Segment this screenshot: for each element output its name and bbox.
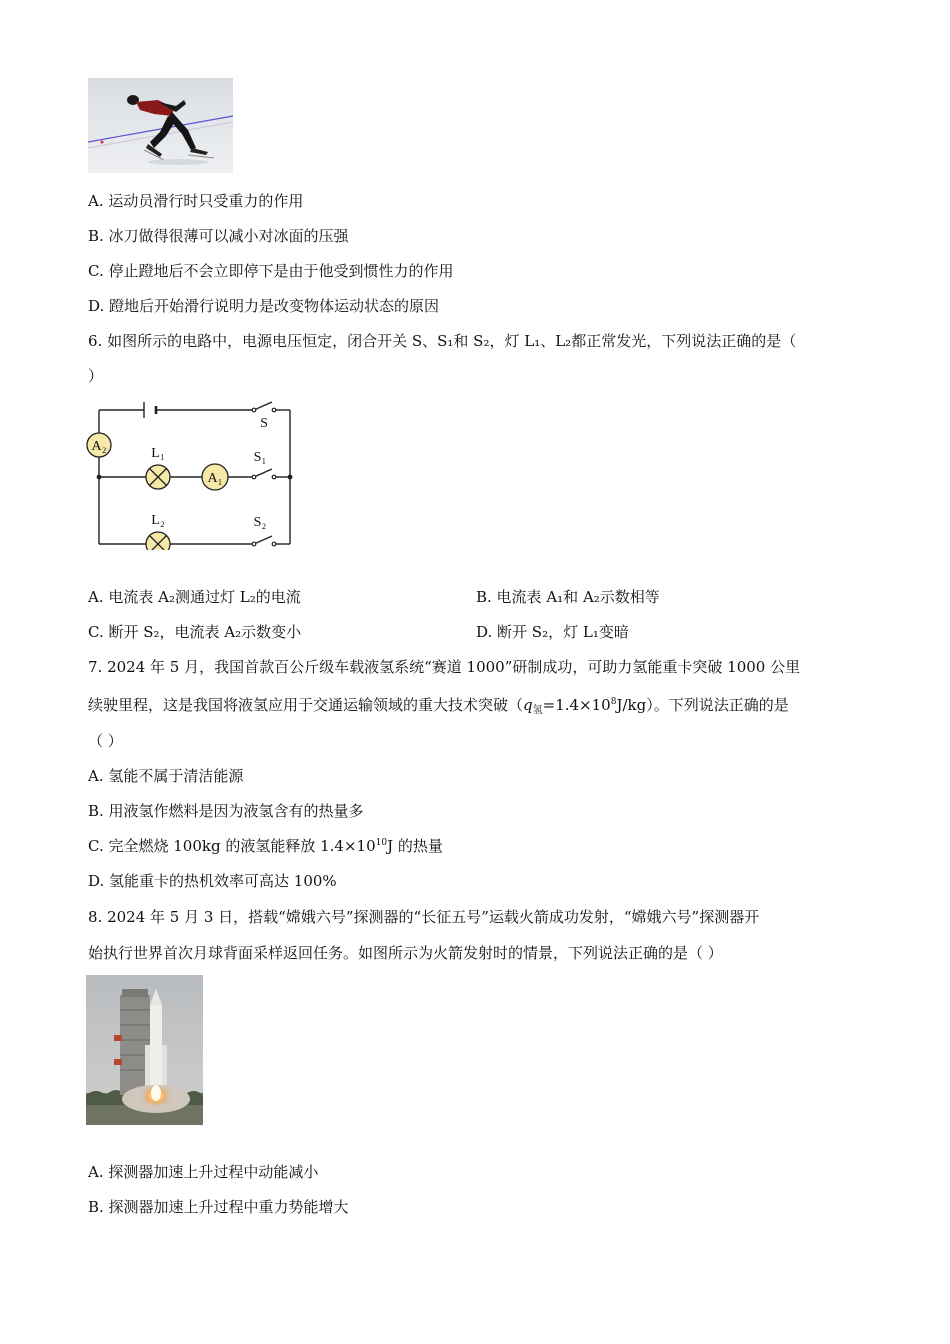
switch-s1-label: S₁ [253, 450, 267, 465]
q7-option-c-exponent: 10 [375, 838, 388, 848]
q6-option-b: B. 电流表 A₁和 A₂示数相等 [476, 588, 660, 606]
q7-stem-line2 [88, 695, 789, 715]
lamp-l1-label: L₁ [151, 446, 165, 461]
circuit-diagram [84, 398, 298, 550]
q7-option-d: D. 氢能重卡的热机效率可高达 100% [88, 872, 337, 890]
rocket-launch-photo [86, 975, 203, 1125]
q5-option-b: B. 冰刀做得很薄可以减小对冰面的压强 [88, 227, 349, 245]
q-subscript: 氢 [532, 705, 543, 716]
q6-option-d: D. 断开 S₂，灯 L₁变暗 [476, 623, 629, 641]
q5-option-d: D. 蹬地后开始滑行说明力是改变物体运动状态的原因 [88, 297, 440, 315]
q7-option-c-tail: J 的热量 [387, 837, 443, 855]
switch-s2-label: S₂ [253, 515, 267, 530]
q8-stem-line2: 始执行世界首次月球背面采样返回任务。如图所示为火箭发射时的情景，下列说法正确的是（ ） [88, 944, 723, 962]
q8-option-a: A. 探测器加速上升过程中动能减小 [88, 1163, 319, 1181]
ammeter-a1-symbol [202, 464, 228, 490]
q8-stem-line1: 8. 2024 年 5 月 3 日，搭载“嫦娥六号”探测器的“长征五号”运载火箭成功发射，“嫦娥六号”探测器开 [88, 908, 760, 926]
q7-stem-line1: 7. 2024 年 5 月，我国首款百公斤级车载液氢系统“赛道 1000”研制成功，可助力氢能重卡突破 1000 公里 [88, 658, 801, 676]
ammeter-a1-label: A₁ [207, 471, 223, 486]
q5-option-c: C. 停止蹬地后不会立即停下是由于他受到惯性力的作用 [88, 262, 454, 280]
q7-option-c-text: C. 完全燃烧 100kg 的液氢能释放 1.4×10 [88, 837, 376, 855]
q6-stem-line1: 6. 如图所示的电路中，电源电压恒定，闭合开关 S、S₁和 S₂，灯 L₁、L₂都正常发光，下列说法正确的是（ [88, 332, 797, 350]
ammeter-a2-label: A₂ [91, 439, 107, 454]
q-symbol: q [523, 696, 533, 714]
q6-option-a: A. 电流表 A₂测通过灯 L₂的电流 [88, 588, 301, 606]
q-value: =1.4×10 [542, 696, 611, 714]
q7-option-c [88, 836, 443, 856]
lamp-l2-label: L₂ [151, 513, 165, 528]
lamp-l1-symbol [146, 465, 170, 489]
q7-stem-line3: （ ） [88, 732, 123, 750]
q7-option-b: B. 用液氢作燃料是因为液氢含有的热量多 [88, 802, 364, 820]
q8-option-b: B. 探测器加速上升过程中重力势能增大 [88, 1198, 349, 1216]
q5-option-a: A. 运动员滑行时只受重力的作用 [88, 192, 304, 210]
q7-stem-line2-tail: J/kg）。下列说法正确的是 [616, 696, 789, 714]
q7-stem-line2-text: 续驶里程，这是我国将液氢应用于交通运输领域的重大技术突破（ [88, 696, 524, 714]
q-value-exponent: 8 [610, 697, 617, 707]
ammeter-a2-symbol [87, 433, 111, 457]
speed-skater-photo [88, 78, 233, 173]
switch-s-label: S [260, 416, 268, 431]
lamp-l2-symbol [146, 532, 170, 550]
q6-stem-line2: ） [88, 367, 104, 385]
q6-option-c: C. 断开 S₂，电流表 A₂示数变小 [88, 623, 302, 641]
q7-option-a: A. 氢能不属于清洁能源 [88, 767, 244, 785]
